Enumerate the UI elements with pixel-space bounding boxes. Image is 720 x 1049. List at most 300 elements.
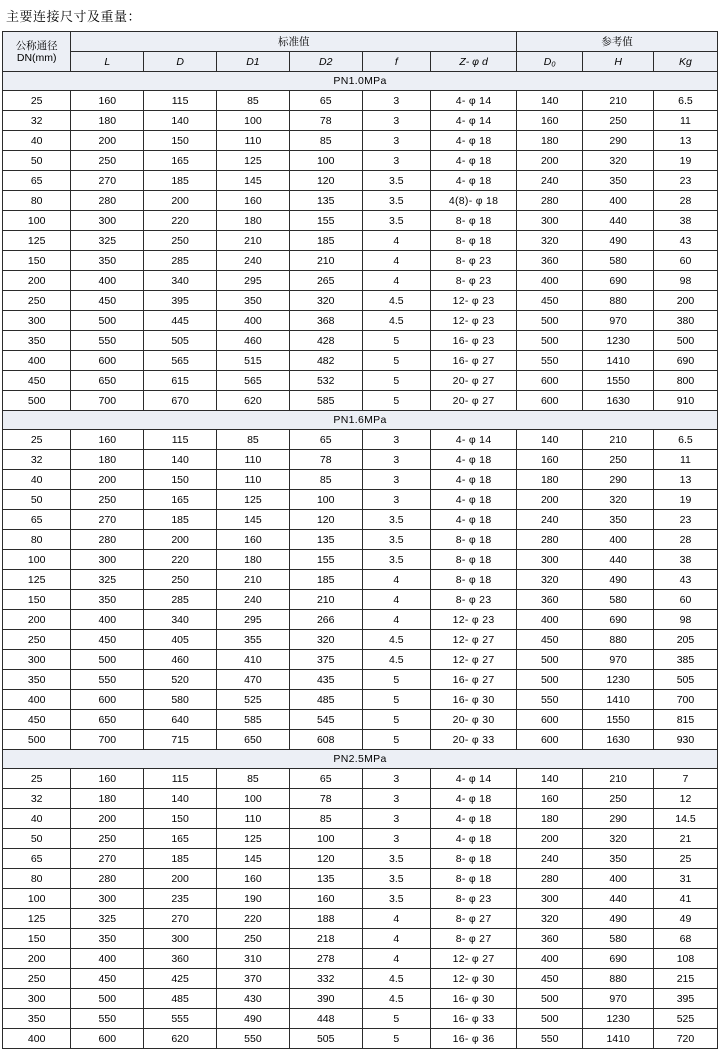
cell-value: 135 [289,191,362,211]
cell-value: 1630 [583,391,654,411]
cell-value: 300 [517,889,583,909]
cell-value: 600 [517,730,583,750]
cell-value: 500 [517,989,583,1009]
cell-value: 1410 [583,1029,654,1049]
cell-value: 115 [144,430,217,450]
cell-value: 500 [71,311,144,331]
cell-value: 325 [71,231,144,251]
table-row [3,211,718,231]
cell-value: 295 [217,271,290,291]
cell-value: 550 [517,690,583,710]
table-row [3,191,718,211]
cell-dn: 65 [3,849,71,869]
cell-dn: 350 [3,331,71,351]
header-dn-line2: DN(mm) [16,51,57,64]
cell-value: 120 [289,510,362,530]
cell-value: 140 [144,450,217,470]
cell-value: 210 [583,769,654,789]
cell-value: 8- φ 23 [431,251,517,271]
cell-value: 300 [517,550,583,570]
cell-value: 320 [517,231,583,251]
table-row [3,291,718,311]
cell-value: 3.5 [362,211,430,231]
cell-value: 505 [289,1029,362,1049]
cell-value: 325 [71,570,144,590]
cell-value: 31 [653,869,717,889]
cell-value: 210 [289,590,362,610]
cell-value: 3.5 [362,191,430,211]
cell-value: 160 [71,769,144,789]
cell-value: 160 [289,889,362,909]
table-row [3,670,718,690]
cell-value: 450 [71,969,144,989]
cell-value: 350 [583,849,654,869]
cell-value: 485 [144,989,217,1009]
table-row [3,650,718,670]
cell-value: 460 [217,331,290,351]
cell-value: 110 [217,470,290,490]
cell-dn: 100 [3,550,71,570]
table-row [3,769,718,789]
cell-value: 14.5 [653,809,717,829]
cell-value: 98 [653,271,717,291]
cell-value: 3 [362,430,430,450]
cell-value: 25 [653,849,717,869]
header-col-H: H [583,52,654,72]
cell-value: 880 [583,291,654,311]
cell-dn: 65 [3,171,71,191]
cell-value: 690 [583,271,654,291]
cell-value: 500 [517,1009,583,1029]
section-label: PN2.5MPa [3,750,718,769]
cell-value: 460 [144,650,217,670]
cell-value: 120 [289,849,362,869]
cell-value: 6.5 [653,430,717,450]
cell-value: 5 [362,670,430,690]
cell-value: 910 [653,391,717,411]
cell-value: 360 [517,590,583,610]
cell-value: 525 [653,1009,717,1029]
cell-value: 200 [144,191,217,211]
cell-value: 3 [362,151,430,171]
cell-value: 180 [517,131,583,151]
cell-value: 140 [517,91,583,111]
cell-value: 115 [144,91,217,111]
table-row [3,91,718,111]
cell-value: 4- φ 14 [431,430,517,450]
cell-value: 3.5 [362,510,430,530]
cell-value: 4- φ 18 [431,131,517,151]
cell-value: 332 [289,969,362,989]
header-col-Kg: Kg [653,52,717,72]
cell-value: 600 [71,351,144,371]
cell-value: 125 [217,490,290,510]
cell-value: 600 [517,710,583,730]
cell-value: 4- φ 18 [431,171,517,191]
cell-value: 155 [289,211,362,231]
cell-value: 125 [217,151,290,171]
cell-value: 3.5 [362,530,430,550]
table-row [3,231,718,251]
cell-value: 38 [653,550,717,570]
cell-value: 4- φ 14 [431,91,517,111]
cell-value: 300 [517,211,583,231]
cell-value: 505 [144,331,217,351]
cell-value: 970 [583,650,654,670]
cell-value: 16- φ 27 [431,670,517,690]
cell-value: 19 [653,151,717,171]
cell-value: 440 [583,889,654,909]
cell-value: 428 [289,331,362,351]
table-row [3,371,718,391]
cell-value: 19 [653,490,717,510]
cell-value: 65 [289,769,362,789]
cell-value: 4 [362,231,430,251]
cell-value: 700 [71,391,144,411]
cell-dn: 450 [3,710,71,730]
cell-value: 180 [217,550,290,570]
cell-value: 700 [71,730,144,750]
cell-value: 140 [144,111,217,131]
table-row [3,271,718,291]
cell-value: 280 [517,530,583,550]
cell-value: 340 [144,271,217,291]
cell-value: 270 [71,510,144,530]
cell-value: 1550 [583,371,654,391]
cell-value: 6.5 [653,91,717,111]
cell-value: 550 [517,351,583,371]
cell-value: 12- φ 27 [431,650,517,670]
cell-value: 16- φ 30 [431,989,517,1009]
cell-value: 180 [517,470,583,490]
cell-dn: 150 [3,251,71,271]
cell-value: 880 [583,969,654,989]
cell-value: 505 [653,670,717,690]
section-label: PN1.0MPa [3,72,718,91]
cell-value: 12 [653,789,717,809]
cell-value: 650 [71,371,144,391]
cell-value: 43 [653,570,717,590]
cell-dn: 400 [3,690,71,710]
cell-value: 38 [653,211,717,231]
header-group-reference: 参考值 [517,32,718,52]
cell-value: 395 [144,291,217,311]
table-row [3,969,718,989]
cell-value: 205 [653,630,717,650]
cell-value: 190 [217,889,290,909]
cell-value: 85 [289,470,362,490]
cell-value: 100 [217,789,290,809]
cell-dn: 32 [3,789,71,809]
cell-value: 4- φ 14 [431,111,517,131]
header-column-row [3,52,718,72]
cell-value: 565 [144,351,217,371]
cell-value: 160 [517,789,583,809]
cell-value: 410 [217,650,290,670]
table-row [3,869,718,889]
cell-value: 12- φ 23 [431,291,517,311]
cell-value: 200 [653,291,717,311]
cell-value: 815 [653,710,717,730]
cell-value: 135 [289,530,362,550]
table-header [3,32,718,72]
cell-value: 290 [583,470,654,490]
cell-value: 310 [217,949,290,969]
cell-value: 16- φ 27 [431,351,517,371]
cell-value: 5 [362,730,430,750]
cell-value: 23 [653,171,717,191]
cell-value: 450 [71,630,144,650]
cell-value: 210 [217,570,290,590]
cell-value: 350 [583,171,654,191]
cell-value: 180 [71,789,144,809]
cell-dn: 65 [3,510,71,530]
cell-value: 20- φ 33 [431,730,517,750]
cell-dn: 350 [3,1009,71,1029]
cell-value: 16- φ 33 [431,1009,517,1029]
cell-value: 650 [217,730,290,750]
cell-value: 500 [517,331,583,351]
cell-value: 250 [144,570,217,590]
cell-value: 250 [71,829,144,849]
cell-value: 580 [583,929,654,949]
cell-value: 620 [217,391,290,411]
cell-value: 12- φ 27 [431,630,517,650]
cell-value: 160 [217,191,290,211]
cell-value: 555 [144,1009,217,1029]
cell-value: 180 [217,211,290,231]
cell-dn: 50 [3,829,71,849]
cell-value: 448 [289,1009,362,1029]
cell-value: 4.5 [362,630,430,650]
cell-dn: 300 [3,311,71,331]
cell-value: 550 [217,1029,290,1049]
cell-value: 85 [217,91,290,111]
cell-value: 350 [71,251,144,271]
section-header-row [3,72,718,91]
cell-value: 278 [289,949,362,969]
cell-value: 185 [144,510,217,530]
cell-value: 405 [144,630,217,650]
cell-dn: 32 [3,450,71,470]
cell-dn: 450 [3,371,71,391]
cell-value: 440 [583,550,654,570]
cell-value: 3 [362,450,430,470]
header-col-D1: D1 [217,52,290,72]
cell-value: 375 [289,650,362,670]
cell-value: 470 [217,670,290,690]
header-col-D: D [144,52,217,72]
cell-value: 150 [144,470,217,490]
cell-value: 125 [217,829,290,849]
cell-value: 485 [289,690,362,710]
table-row [3,829,718,849]
cell-value: 435 [289,670,362,690]
cell-value: 4 [362,949,430,969]
cell-value: 1230 [583,1009,654,1029]
table-row [3,710,718,730]
cell-value: 500 [517,670,583,690]
table-row [3,311,718,331]
cell-value: 8- φ 18 [431,231,517,251]
table-row [3,690,718,710]
cell-value: 360 [517,929,583,949]
cell-dn: 250 [3,291,71,311]
cell-value: 235 [144,889,217,909]
cell-value: 5 [362,710,430,730]
cell-value: 8- φ 23 [431,271,517,291]
cell-value: 78 [289,111,362,131]
cell-value: 110 [217,809,290,829]
cell-value: 240 [517,510,583,530]
cell-value: 21 [653,829,717,849]
cell-value: 8- φ 23 [431,889,517,909]
table-row [3,929,718,949]
cell-value: 8- φ 18 [431,849,517,869]
cell-value: 4(8)- φ 18 [431,191,517,211]
cell-value: 320 [289,630,362,650]
cell-value: 500 [517,311,583,331]
cell-value: 350 [71,929,144,949]
cell-value: 210 [217,231,290,251]
table-row [3,391,718,411]
cell-value: 3.5 [362,889,430,909]
cell-value: 585 [217,710,290,730]
cell-value: 160 [517,450,583,470]
cell-value: 4.5 [362,291,430,311]
cell-value: 350 [217,291,290,311]
cell-value: 400 [517,949,583,969]
cell-value: 320 [583,829,654,849]
cell-value: 240 [517,849,583,869]
cell-value: 525 [217,690,290,710]
cell-value: 218 [289,929,362,949]
cell-value: 690 [583,949,654,969]
cell-value: 1230 [583,670,654,690]
cell-value: 368 [289,311,362,331]
table-row [3,331,718,351]
cell-value: 500 [517,650,583,670]
table-row [3,251,718,271]
cell-value: 145 [217,510,290,530]
cell-value: 545 [289,710,362,730]
cell-value: 28 [653,530,717,550]
cell-value: 250 [583,450,654,470]
cell-value: 11 [653,111,717,131]
cell-value: 12- φ 23 [431,610,517,630]
cell-value: 320 [583,151,654,171]
cell-value: 450 [517,630,583,650]
table-row [3,510,718,530]
cell-value: 490 [583,231,654,251]
cell-value: 3.5 [362,849,430,869]
cell-value: 300 [71,889,144,909]
cell-value: 8- φ 27 [431,909,517,929]
cell-value: 430 [217,989,290,1009]
cell-value: 265 [289,271,362,291]
cell-value: 215 [653,969,717,989]
cell-value: 210 [289,251,362,271]
cell-value: 4.5 [362,650,430,670]
cell-value: 160 [71,430,144,450]
cell-dn: 500 [3,391,71,411]
cell-value: 1410 [583,351,654,371]
cell-value: 340 [144,610,217,630]
cell-dn: 80 [3,191,71,211]
cell-value: 300 [71,211,144,231]
cell-value: 450 [71,291,144,311]
cell-value: 4- φ 18 [431,151,517,171]
cell-value: 240 [217,251,290,271]
cell-dn: 200 [3,949,71,969]
cell-value: 4 [362,929,430,949]
cell-value: 4.5 [362,311,430,331]
cell-value: 385 [653,650,717,670]
cell-value: 3 [362,111,430,131]
cell-value: 220 [217,909,290,929]
table-row [3,590,718,610]
cell-value: 490 [583,570,654,590]
cell-dn: 400 [3,351,71,371]
cell-value: 690 [653,351,717,371]
cell-value: 350 [583,510,654,530]
cell-value: 4 [362,590,430,610]
cell-value: 400 [583,530,654,550]
table-row [3,730,718,750]
cell-dn: 40 [3,809,71,829]
cell-value: 250 [217,929,290,949]
cell-dn: 25 [3,430,71,450]
cell-dn: 32 [3,111,71,131]
cell-value: 13 [653,131,717,151]
cell-value: 180 [71,450,144,470]
cell-value: 165 [144,490,217,510]
cell-value: 60 [653,251,717,271]
cell-value: 515 [217,351,290,371]
cell-value: 482 [289,351,362,371]
cell-value: 380 [653,311,717,331]
cell-value: 1230 [583,331,654,351]
cell-dn: 500 [3,730,71,750]
cell-value: 3 [362,131,430,151]
table-body [3,72,718,1049]
cell-value: 400 [517,610,583,630]
cell-value: 160 [517,111,583,131]
cell-value: 490 [583,909,654,929]
cell-value: 4 [362,271,430,291]
cell-value: 400 [583,191,654,211]
cell-value: 41 [653,889,717,909]
cell-dn: 400 [3,1029,71,1049]
cell-value: 270 [71,171,144,191]
cell-value: 250 [583,789,654,809]
cell-value: 360 [517,251,583,271]
cell-value: 220 [144,211,217,231]
cell-dn: 300 [3,650,71,670]
cell-value: 210 [583,91,654,111]
cell-value: 400 [71,949,144,969]
header-col-f: f [362,52,430,72]
cell-value: 49 [653,909,717,929]
cell-value: 16- φ 30 [431,690,517,710]
cell-value: 135 [289,869,362,889]
cell-value: 640 [144,710,217,730]
table-row [3,450,718,470]
cell-value: 13 [653,470,717,490]
cell-value: 12- φ 30 [431,969,517,989]
table-row [3,849,718,869]
page-title: 主要连接尺寸及重量： [6,9,142,24]
